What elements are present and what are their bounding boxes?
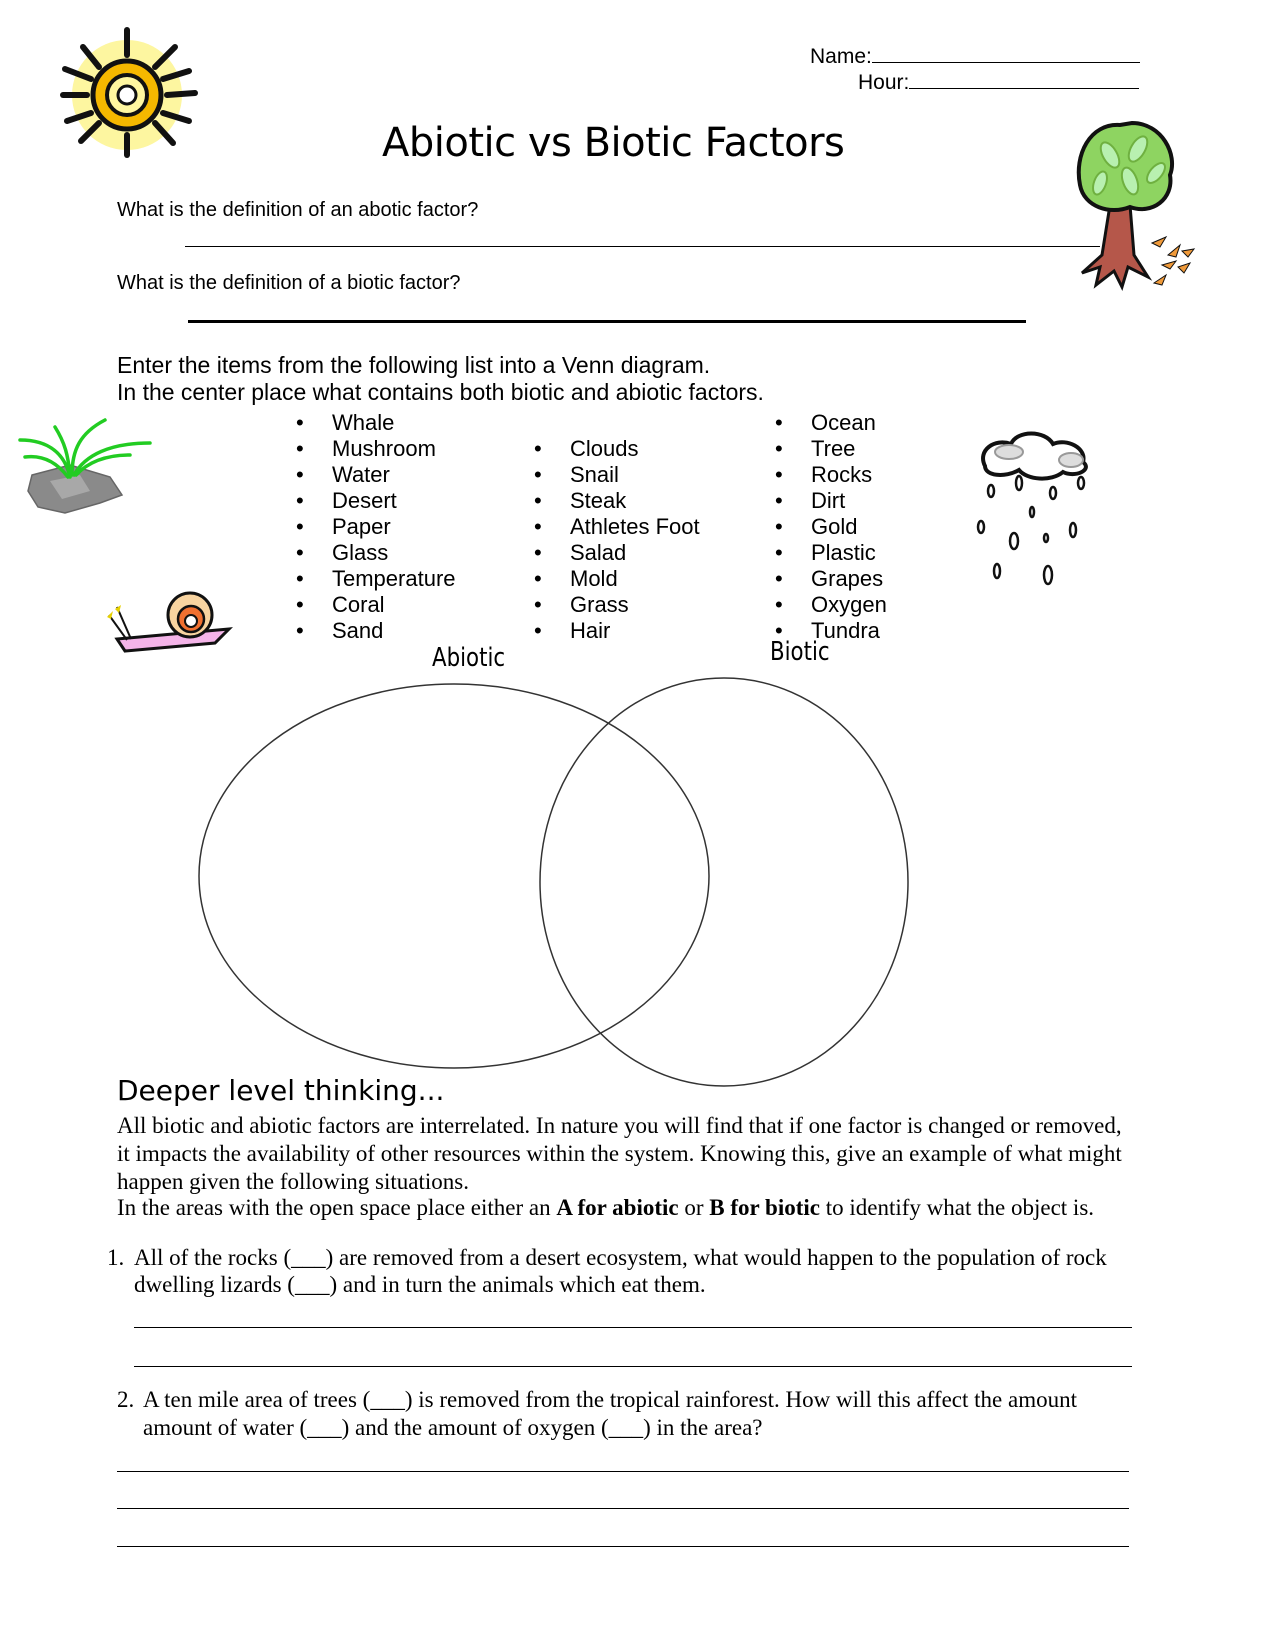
venn-label-abiotic: Abiotic (432, 643, 506, 673)
question-1-answer-line-1[interactable] (134, 1327, 1132, 1328)
list-item: • Ocean (775, 410, 887, 436)
list-item: • Gold (775, 514, 887, 540)
snail-icon (105, 585, 235, 655)
list-item: • Athletes Foot (534, 514, 700, 540)
deeper-thinking-paragraph: All biotic and abiotic factors are interrelated. In nature you will find that if one factor is changed or removed, it impacts the availability of other resources within the system. Knowing this, give an example of what might happen given the following situations. (117, 1113, 1122, 1194)
page-title: Abiotic vs Biotic Factors (382, 120, 845, 166)
deeper-thinking-heading: Deeper level thinking... (117, 1074, 445, 1107)
question-2-line2: amount of water (___) and the amount of oxygen (___) in the area? (143, 1415, 763, 1440)
item-list-column-3 (775, 410, 887, 644)
question-1-line1: All of the rocks (___) are removed from a desert ecosystem, what would happen to the population of rock (134, 1245, 1107, 1270)
name-label: Name: (810, 45, 872, 68)
sun-icon (55, 25, 205, 160)
hour-blank[interactable] (909, 70, 1139, 89)
list-item: • Whale (296, 410, 456, 436)
venn-circle-biotic[interactable] (540, 678, 908, 1086)
list-item: • Hair (534, 618, 700, 644)
venn-instructions-line1: Enter the items from the following list into a Venn diagram. (117, 352, 711, 378)
list-item: • Salad (534, 540, 700, 566)
list-item: • Dirt (775, 488, 887, 514)
list-item: • Rocks (775, 462, 887, 488)
question-2-answer-line-1[interactable] (117, 1471, 1129, 1472)
definition-question-biotic: What is the definition of a biotic factor? (117, 272, 461, 294)
list-item: • Tree (775, 436, 887, 462)
instruction-pre: In the areas with the open space place either an (117, 1195, 557, 1220)
list-item: • Glass (296, 540, 456, 566)
venn-instructions-line2: In the center place what contains both biotic and abiotic factors. (117, 379, 764, 405)
list-item: • Coral (296, 592, 456, 618)
item-list-column-2 (534, 436, 700, 644)
instruction-post: to identify what the object is. (820, 1195, 1095, 1220)
grass-rock-icon (10, 415, 155, 520)
question-1-number: 1. (107, 1245, 125, 1270)
hour-field[interactable] (858, 70, 1139, 96)
question-2-answer-line-3[interactable] (117, 1546, 1129, 1547)
list-item: • Mushroom (296, 436, 456, 462)
list-item: • Water (296, 462, 456, 488)
question-2-line1: A ten mile area of trees (___) is removed from the tropical rainforest. How will this affect the amount (143, 1387, 1077, 1412)
list-item: • Plastic (775, 540, 887, 566)
list-item: • Desert (296, 488, 456, 514)
list-item: • Tundra (775, 618, 887, 644)
question-2-number: 2. (117, 1387, 135, 1412)
list-item: • Grapes (775, 566, 887, 592)
list-item: • Mold (534, 566, 700, 592)
question-2-answer-line-2[interactable] (117, 1508, 1129, 1509)
list-item: • Temperature (296, 566, 456, 592)
list-item: • Snail (534, 462, 700, 488)
list-item: • Oxygen (775, 592, 887, 618)
venn-diagram-right (535, 670, 925, 1100)
list-item: • Clouds (534, 436, 700, 462)
answer-line-biotic-definition[interactable] (188, 320, 1026, 323)
deeper-thinking-instruction (117, 1194, 1094, 1222)
question-1-answer-line-2[interactable] (134, 1366, 1132, 1367)
rain-cloud-icon (975, 428, 1095, 593)
item-list-column-1 (296, 410, 456, 644)
tree-icon (1070, 115, 1200, 295)
question-1-line2: dwelling lizards (___) and in turn the animals which eat them. (134, 1272, 706, 1297)
venn-label-biotic: Biotic (770, 637, 830, 667)
answer-line-abiotic-definition[interactable] (185, 246, 1100, 247)
list-item: • Grass (534, 592, 700, 618)
instruction-b-biotic: B for biotic (709, 1195, 820, 1220)
name-blank[interactable] (872, 44, 1140, 63)
list-item: • Sand (296, 618, 456, 644)
hour-label: Hour: (858, 71, 910, 94)
instruction-mid: or (678, 1195, 710, 1220)
definition-question-abiotic: What is the definition of an abotic factor? (117, 199, 479, 221)
instruction-a-abiotic: A for abiotic (556, 1195, 679, 1220)
list-item: • Steak (534, 488, 700, 514)
list-item: • Paper (296, 514, 456, 540)
name-field[interactable] (810, 44, 1140, 70)
